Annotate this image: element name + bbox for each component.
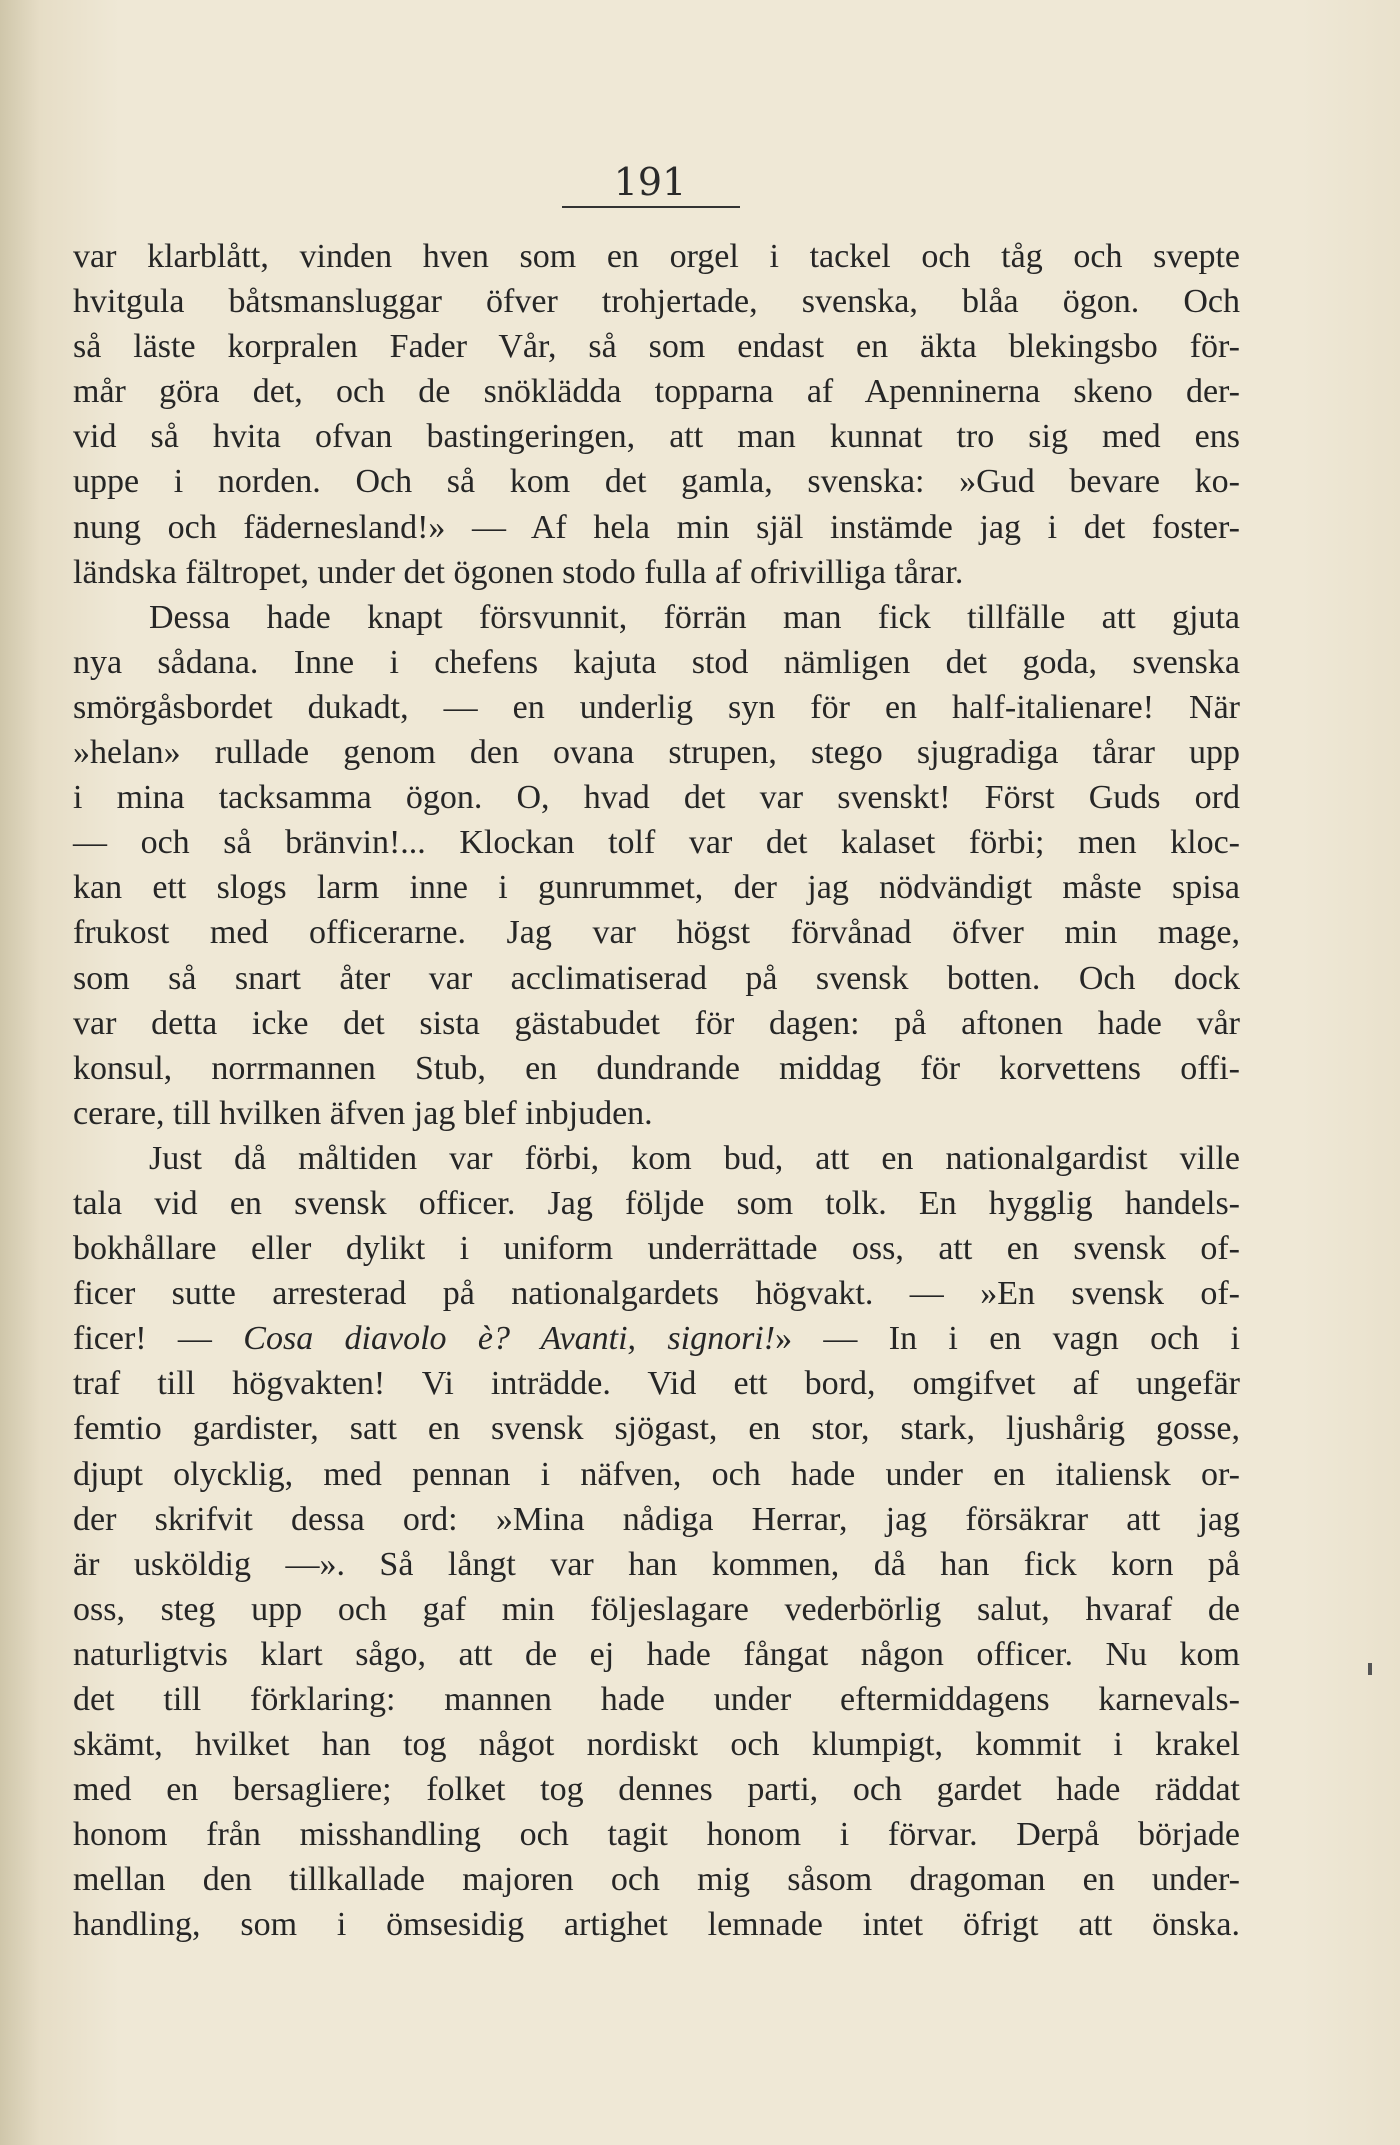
- text-line-mixed: [73, 1316, 1240, 1361]
- page-number: 191: [613, 160, 687, 204]
- margin-speck: [1368, 1663, 1372, 1675]
- text-line: skämt, hvilket han tog något nordiskt och klumpigt, kommit i krakel: [73, 1726, 1240, 1764]
- text-line: som så snart åter var acclimatiserad på svensk botten. Och dock: [73, 959, 1240, 997]
- text-line: kan ett slogs larm inne i gunrummet, der jag nödvändigt måste spisa: [73, 869, 1240, 907]
- text-line: ländska fältropet, under det ögonen stodo fulla af ofrivilliga tårar.: [73, 553, 964, 591]
- text-line: tala vid en svensk officer. Jag följde som tolk. En hygglig handels-: [73, 1184, 1240, 1222]
- text-line: var klarblått, vinden hven som en orgel i tackel och tåg och svepte: [73, 238, 1240, 275]
- text-line: mår göra det, och de snöklädda topparna af Apenninerna skeno der-: [73, 373, 1240, 411]
- text-line: är usköldig —». Så långt var han kommen, då han fick korn på: [73, 1545, 1240, 1583]
- text-line: konsul, norrmannen Stub, en dundrande middag för korvettens offi-: [73, 1049, 1240, 1087]
- text-line: med en bersagliere; folket tog dennes parti, och gardet hade räddat: [73, 1771, 1240, 1809]
- text-line: så läste korpralen Fader Vår, så som endast en äkta blekingsbo för-: [73, 328, 1240, 366]
- text-line: djupt olycklig, med pennan i näfven, och hade under en italiensk or-: [73, 1455, 1240, 1493]
- text-line: uppe i norden. Och så kom det gamla, svenska: »Gud bevare ko-: [73, 463, 1240, 501]
- text-line: Dessa hade knapt försvunnit, förrän man fick tillfälle att gjuta: [149, 598, 1240, 636]
- text-line: cerare, till hvilken äfven jag blef inbjuden.: [73, 1094, 653, 1132]
- text-line: det till förklaring: mannen hade under eftermiddagens karnevals-: [73, 1681, 1240, 1718]
- text-line: i mina tacksamma ögon. O, hvad det var svenskt! Först Guds ord: [73, 779, 1240, 817]
- text-line: nya sådana. Inne i chefens kajuta stod nämligen det goda, svenska: [73, 643, 1240, 681]
- text-line: naturligtvis klart sågo, att de ej hade fångat någon officer. Nu kom: [73, 1635, 1240, 1673]
- text-line: honom från misshandling och tagit honom i förvar. Derpå började: [73, 1816, 1240, 1854]
- text-line: hvitgula båtsmansluggar öfver trohjertade, svenska, blåa ögon. Och: [73, 283, 1240, 321]
- text-line: — och så bränvin!... Klockan tolf var det kalaset förbi; men kloc-: [73, 824, 1240, 862]
- text-line: »helan» rullade genom den ovana strupen, stego sjugradiga tårar upp: [73, 734, 1240, 772]
- text-line: mellan den tillkallade majoren och mig såsom dragoman en under-: [73, 1861, 1240, 1899]
- body-text: [73, 234, 1240, 1948]
- text-line: ficer sutte arresterad på nationalgardets högvakt. — »En svensk of-: [73, 1275, 1240, 1313]
- text-line: der skrifvit dessa ord: »Mina nådiga Herrar, jag försäkrar att jag: [73, 1500, 1240, 1538]
- italic-quote: Cosa diavolo è? Avanti, signori!: [243, 1320, 776, 1358]
- text-line: frukost med officerarne. Jag var högst förvånad öfver min mage,: [73, 914, 1240, 952]
- text-line: handling, som i ömsesidig artighet lemnade intet öfrigt att önska.: [73, 1906, 1240, 1944]
- text-line: smörgåsbordet dukadt, — en underlig syn för en half-italienare! När: [73, 688, 1240, 726]
- text-line: var detta icke det sista gästabudet för dagen: på aftonen hade vår: [73, 1004, 1240, 1042]
- text-line: nung och fädernesland!» — Af hela min själ instämde jag i det foster-: [73, 508, 1240, 546]
- text-line: Just då måltiden var förbi, kom bud, att en nationalgardist ville: [149, 1139, 1240, 1177]
- text-line: traf till högvakten! Vi inträdde. Vid ett bord, omgifvet af ungefär: [73, 1365, 1240, 1403]
- text-segment: » — In i en vagn och i: [775, 1320, 1240, 1358]
- header-rule: [562, 206, 740, 208]
- text-line: oss, steg upp och gaf min följeslagare vederbörlig salut, hvaraf de: [73, 1590, 1240, 1628]
- text-segment: ficer! —: [73, 1320, 244, 1358]
- text-line: femtio gardister, satt en svensk sjögast, en stor, stark, ljushårig gosse,: [73, 1410, 1240, 1448]
- text-line: bokhållare eller dylikt i uniform underrättade oss, att en svensk of-: [73, 1230, 1240, 1268]
- text-line: vid så hvita ofvan bastingeringen, att man kunnat tro sig med ens: [73, 418, 1240, 456]
